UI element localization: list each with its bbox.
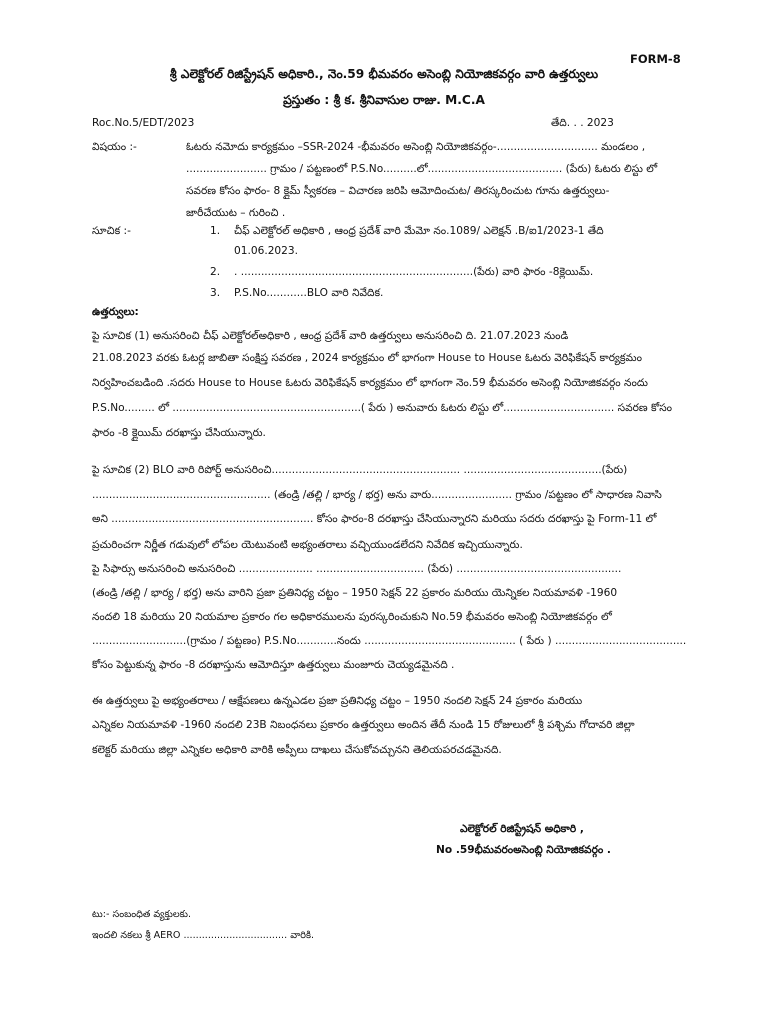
authority-title: శ్రీ ఎలెక్టోరల్ రిజిస్ట్రేషన్ అధికారి., నెం.59 భీమవరం అసెంబ్లి నియోజికవర్గం వారి ఉత్తర్వులు	[169, 67, 599, 81]
paragraph-line: 21.08.2023 వరకు ఓటర్ల జాబితా సంక్షిప్త సవరణ , 2024 కార్యక్రమం లో భాగంగా House to House ఓటరు వెరిఫికేషన్ కార్యక్రమం	[92, 352, 642, 364]
subject-line: జారీచేయుట – గురించి .	[186, 207, 286, 219]
subject-line: సవరణ కోసం ఫారం- 8 క్లైమ్ స్వీకరణ – విచారణ జరిపి ఆమోదించుట/ తిరస్కరించుట గూను ఉత్తర్వులు-	[186, 185, 610, 197]
paragraph-line: పై సూచిక (1) అనుసరించి చీఫ్ ఎలెక్టోరల్అధికారి , ఆంధ్ర ప్రదేశ్ వారి ఉత్తర్వులు అనుసరించి ది. 21.07.2023 నుండి	[92, 330, 569, 342]
roc-number: Roc.No.5/EDT/2023	[92, 117, 195, 129]
paragraph-line: అని ............................................................ కోసం ఫారం-8 దరఖాస్తు చేసియున్నారని మరియు సదరు దరఖాస్తు పై Form-11 లో	[92, 513, 657, 525]
reference-number: 3.	[210, 287, 221, 299]
footer-to: టు:- సంబంధిత వ్యక్తులకు.	[92, 909, 192, 920]
subject-line: ఓటరు నమోదు కార్యక్రమం –SSR-2024 -భీమవరం అసెంబ్లి నియోజికవర్గం-.............................. మండలం ,	[186, 141, 646, 153]
reference-label: సూచిక :-	[92, 225, 131, 237]
paragraph-line: P.S.No......... లో ........................................................( పేరు ) అనువారు ఓటరు లిస్టు లో................................. సవరణ కోసం	[92, 402, 672, 414]
reference-number: 1.	[210, 225, 221, 237]
paragraph-line: నిర్వహించబడింది .సదరు House to House ఓటరు వెరిఫికేషన్ కార్యక్రమం లో భాగంగా నెం.59 భీమవరం అసెంబ్లి నియోజికవర్గం నందు	[92, 377, 648, 389]
paragraph-line: ..................................................... (తండ్రి /తల్లి / భార్య / భర్త) అను వారు........................ గ్రామం /పట్టణం లో సాధారణ నివాసి	[92, 489, 662, 501]
reference-text: P.S.No............BLO వారి నివేదిక.	[234, 287, 384, 299]
paragraph-line: ఎన్నికల నియమావళి -1960 నందలి 23B నిబంధనలు ప్రకారం ఉత్తర్వులు అందిన తేదీ నుండి 15 రోజులులో శ్రీ పశ్చిమ గోదావరి జిల్లా	[92, 719, 635, 731]
orders-heading: ఉత్తర్వులు:	[92, 306, 139, 318]
present-officer: ప్రస్తుతం : శ్రీ క. శ్రీనివాసుల రాజు. M.C.A	[283, 93, 485, 107]
footer-copy: ఇందలి నకలు శ్రీ AERO .................................. వారికి.	[92, 930, 314, 941]
paragraph-line: ఈ ఉత్తర్వులు పై అభ్యంతరాలు / ఆక్షేపణలు ఉన్నఎడల ప్రజా ప్రతినిధ్య చట్టం – 1950 నందలి సెక్షన్ 24 ప్రకారం మరియు	[92, 695, 583, 707]
paragraph-line: పై సూచిక (2) BLO వారి రిపోర్ట్ అనుసరించి........................................................ .........................................(పేరు)	[92, 464, 628, 476]
reference-text: 01.06.2023.	[234, 245, 299, 257]
subject-line: ........................ గ్రామం / పట్టణంలో P.S.No..........లో........................................ (పేరు) ఓటరు లిస్టు లో	[186, 163, 658, 175]
paragraph-line: నందలి 18 మరియు 20 నియమాల ప్రకారం గల అధికారములను పురస్కరించుకుని No.59 భీమవరం అసెంబ్లి నియోజికవర్గం లో	[92, 611, 612, 623]
paragraph-line: పై సిఫార్సు అనుసరించి అనుసరించి ...................... ................................ (పేరు) .................................................	[92, 563, 622, 575]
subject-label: విషయం :-	[92, 141, 137, 153]
paragraph-line: కలెక్టర్ మరియు జిల్లా ఎన్నికల అధికారి వారికి అప్పీలు దాఖలు చేసుకోవచ్చునని తెలియపరచడమైనది.	[92, 744, 502, 756]
paragraph-line: ప్రచురించగా నిర్ణీత గడువులో లోపల యెటువంటి అభ్యంతరాలు వచ్చియుండలేదని నివేదిక ఇచ్చియున్నారు.	[92, 539, 523, 551]
signature-constituency: No .59భీమవరంఅసెంబ్లి నియోజికవర్గం .	[436, 844, 611, 856]
paragraph-line: (తండ్రి /తల్లి / భార్య / భర్త) అను వారిని ప్రజా ప్రతినిధ్య చట్టం – 1950 సెక్షన్ 22 ప్రకారం మరియు యెన్నికల నియమావళి -1960	[92, 587, 618, 599]
form-number: FORM-8	[630, 52, 681, 66]
paragraph-line: ............................(గ్రామం / పట్టణం) P.S.No............నందు ............................................. ( పేరు ) .......................................	[92, 635, 687, 647]
reference-text: . .....................................................................(పేరు) వారి ఫారం -8క్లెయిమ్.	[234, 266, 594, 278]
paragraph-line: ఫారం -8 క్లైయిమ్ దరఖాస్తు చేసియున్నారు.	[92, 427, 266, 439]
signature-title: ఎలెక్టోరల్ రిజిస్ట్రేషన్ అధికారి ,	[460, 823, 584, 835]
reference-text: చీఫ్ ఎలెక్టోరల్ అధికారి , ఆంధ్ర ప్రదేశ్ వారి మేమో నం.1089/ ఎలెక్షన్ .B/ఐ1/2023-1 తేది	[234, 225, 604, 237]
paragraph-line: కోసం పెట్టుకున్న ఫారం -8 దరఖాస్తును ఆమోదిస్తూ ఉత్తర్వులు మంజూరు చెయ్యడమైనది .	[92, 659, 455, 671]
reference-number: 2.	[210, 266, 221, 278]
order-date: తేది. . . 2023	[551, 117, 614, 129]
